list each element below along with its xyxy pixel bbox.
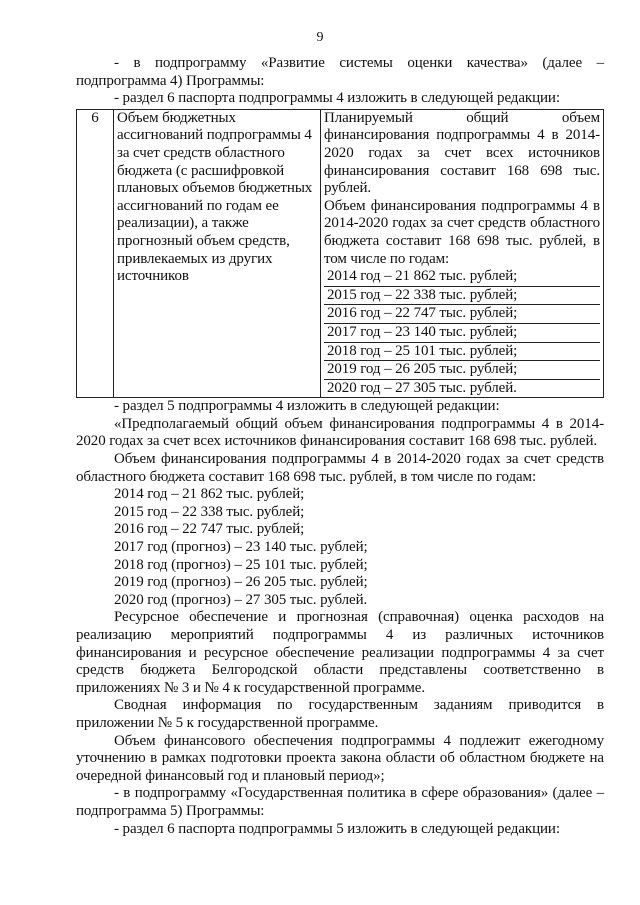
intro-paragraph: - в подпрограмму «Развитие системы оценки качества» (далее – подпрограмма 4) Программы:	[76, 55, 604, 89]
section5-paragraph: Объем финансирования подпрограммы 4 в 2014-2020 годах за счет средств областного бюджета составит 168 698 тыс. рублей, в том числе по годам:	[76, 451, 604, 485]
outro-paragraph: - в подпрограмму «Государственная политика в сфере образования» (далее – подпрограмма 5) Программы:	[76, 785, 604, 819]
page-number: 9	[316, 30, 324, 45]
section5-paragraph: «Предполагаемый общий объем финансирования подпрограммы 4 в 2014-2020 годах за счет всех источников финансирования составит 168 698 тыс. рублей.	[76, 415, 604, 450]
year-line: 2015 год – 22 338 тыс. рублей;	[324, 286, 600, 305]
year-line: 2016 год – 22 747 тыс. рублей;	[324, 304, 600, 323]
section5-paragraph: Ресурсное обеспечение и прогнозная (справочная) оценка расходов на реализацию мероприятий подпрограммы 4 из различных источников финансирования и ресурсное обеспечение реализации подпрограммы 4 за счет средств бюджета Белгородской области представлены соответственно в приложениях № 3 и № 4 к государственной программе.	[76, 609, 604, 696]
section5-instruction: - раздел 5 подпрограммы 4 изложить в следующей редакции:	[114, 398, 500, 415]
section5-paragraph: Сводная информация по государственным заданиям приводится в приложении № 5 к государственной программе.	[76, 697, 604, 731]
row-number: 6	[77, 109, 114, 398]
year-line: 2017 год (прогноз) – 23 140 тыс. рублей;	[114, 539, 368, 556]
year-line: 2020 год – 27 305 тыс. рублей.	[324, 379, 600, 398]
year-line: 2014 год – 21 862 тыс. рублей;	[327, 268, 518, 285]
year-line: 2020 год (прогноз) – 27 305 тыс. рублей.	[114, 591, 368, 608]
year-line: 2018 год (прогноз) – 25 101 тыс. рублей;	[114, 556, 368, 573]
year-list	[76, 486, 604, 609]
table-row	[77, 109, 604, 398]
year-line: 2018 год – 25 101 тыс. рублей;	[324, 342, 600, 361]
section5-paragraph: Объем финансового обеспечения подпрограммы 4 подлежит ежегодному уточнению в рамках подготовки проекта закона области об областном бюджете на очередной финансовый год и плановый период»;	[76, 732, 604, 784]
document-body	[76, 55, 604, 838]
outro-instruction: - раздел 6 паспорта подпрограммы 5 изложить в следующей редакции:	[114, 820, 560, 837]
total-funding-text: Планируемый общий объем финансирования подпрограммы 4 в 2014-2020 годах за счет всех источников финансирования составит 168 698 тыс. рублей.	[324, 109, 600, 197]
year-line: 2014 год – 21 862 тыс. рублей;	[114, 486, 305, 503]
year-line: 2015 год – 22 338 тыс. рублей;	[114, 503, 305, 520]
row-name-cell: Объем бюджетных ассигнований подпрограммы 4 за счет средств областного бюджета (с расшифровкой плановых объемов бюджетных ассигнований по годам ее реализации), а также прогнозный объем средств, привлекаемых из других источников	[114, 109, 321, 398]
intro-instruction: - раздел 6 паспорта подпрограммы 4 изложить в следующей редакции:	[114, 90, 560, 107]
year-line: 2017 год – 23 140 тыс. рублей;	[324, 323, 600, 342]
year-line: 2019 год – 26 205 тыс. рублей;	[324, 360, 600, 379]
year-line: 2019 год (прогноз) – 26 205 тыс. рублей;	[114, 574, 368, 591]
row-value-cell	[321, 109, 604, 398]
regional-funding-text: Объем финансирования подпрограммы 4 в 2014-2020 годах за счет средств областного бюджета составит 168 698 тыс. рублей, в том числе по годам:	[324, 197, 600, 267]
passport-table	[76, 109, 604, 399]
year-line: 2016 год – 22 747 тыс. рублей;	[114, 521, 305, 538]
